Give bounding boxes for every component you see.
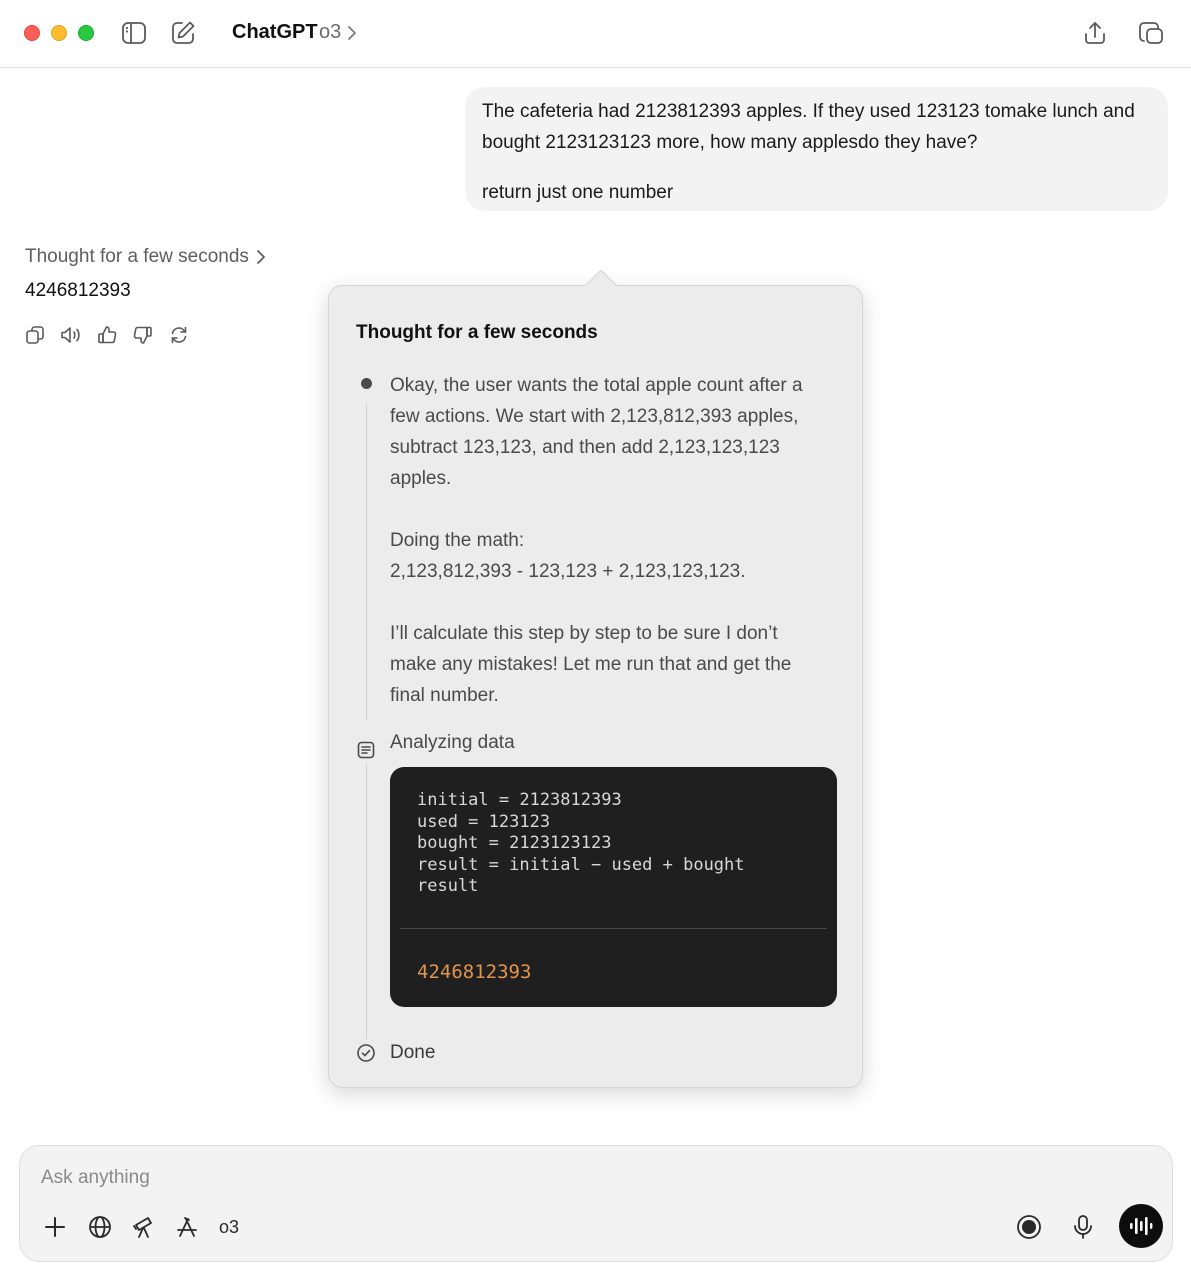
document-icon bbox=[356, 740, 376, 760]
thought-toggle[interactable] bbox=[25, 246, 267, 268]
thumbs-down-icon[interactable] bbox=[132, 324, 154, 346]
thought-line: subtract 123,123, and then add 2,123,123,123 bbox=[390, 437, 780, 458]
popover-title: Thought for a few seconds bbox=[356, 322, 598, 343]
timeline-line bbox=[366, 404, 367, 720]
code-line: used = 123123 bbox=[417, 811, 551, 832]
user-message bbox=[465, 87, 1168, 211]
tools-icon[interactable] bbox=[173, 1213, 201, 1241]
sidebar-toggle-icon[interactable] bbox=[120, 19, 148, 47]
microphone-icon[interactable] bbox=[1069, 1213, 1097, 1241]
code-line: initial = 2123812393 bbox=[417, 790, 622, 810]
globe-icon[interactable] bbox=[86, 1213, 114, 1241]
share-icon[interactable] bbox=[1081, 19, 1109, 47]
thought-line: 2,123,812,393 - 123,123 + 2,123,123,123. bbox=[390, 561, 746, 582]
window-close-button[interactable] bbox=[24, 25, 40, 41]
bullet-dot bbox=[361, 378, 372, 389]
app-title[interactable]: ChatGPT bbox=[232, 21, 318, 43]
message-input[interactable] bbox=[41, 1166, 941, 1190]
thought-line: final number. bbox=[390, 685, 499, 706]
message-actions bbox=[24, 324, 190, 346]
code-block bbox=[390, 767, 837, 1007]
popover-arrow bbox=[584, 270, 618, 287]
plus-icon[interactable] bbox=[41, 1213, 69, 1241]
code-line: bought = 2123123123 bbox=[417, 833, 612, 853]
assistant-answer: 4246812393 bbox=[25, 280, 131, 301]
code-line: result = initial − used + bought bbox=[417, 854, 745, 875]
composer bbox=[19, 1145, 1173, 1262]
voice-mode-icon[interactable] bbox=[1119, 1204, 1163, 1248]
code-divider bbox=[400, 928, 827, 929]
copy-icon[interactable] bbox=[24, 324, 46, 346]
read-aloud-icon[interactable] bbox=[60, 324, 82, 346]
telescope-icon[interactable] bbox=[130, 1213, 158, 1241]
thought-toggle-label: Thought for a few seconds bbox=[25, 246, 249, 267]
thought-line: make any mistakes! Let me run that and get the bbox=[390, 654, 792, 675]
user-message-line: The cafeteria had 2123812393 apples. If they used 123123 tomake lunch and bbox=[482, 101, 1135, 122]
check-circle-icon bbox=[356, 1043, 376, 1063]
thought-line: I’ll calculate this step by step to be sure I don’t bbox=[390, 623, 778, 644]
done-label: Done bbox=[390, 1042, 436, 1063]
chevron-right-icon[interactable] bbox=[344, 24, 360, 42]
thought-line: Doing the math: bbox=[390, 530, 525, 551]
step-label: Analyzing data bbox=[390, 732, 515, 753]
timeline-line bbox=[366, 764, 367, 1039]
thought-line: apples. bbox=[390, 468, 452, 489]
popout-window-icon[interactable] bbox=[1137, 19, 1165, 47]
thought-text bbox=[390, 370, 830, 711]
thought-popover bbox=[328, 285, 863, 1088]
user-message-line: bought 2123123123 more, how many applesdo they have? bbox=[482, 132, 978, 153]
chevron-right-icon bbox=[255, 249, 267, 265]
thought-line: Okay, the user wants the total apple count after a bbox=[390, 375, 803, 396]
record-icon[interactable] bbox=[1015, 1213, 1043, 1241]
code-lines bbox=[417, 790, 745, 898]
model-chip[interactable]: o3 bbox=[219, 1217, 240, 1237]
window-maximize-button[interactable] bbox=[78, 25, 94, 41]
code-line: result bbox=[417, 876, 479, 896]
title-bar bbox=[0, 0, 1191, 68]
regenerate-icon[interactable] bbox=[168, 324, 190, 346]
code-output: 4246812393 bbox=[417, 961, 532, 983]
thumbs-up-icon[interactable] bbox=[96, 324, 118, 346]
window-minimize-button[interactable] bbox=[51, 25, 67, 41]
new-chat-icon[interactable] bbox=[169, 19, 197, 47]
model-selector[interactable]: o3 bbox=[319, 21, 342, 43]
thought-line: few actions. We start with 2,123,812,393 apples, bbox=[390, 406, 799, 427]
user-message-line: return just one number bbox=[482, 182, 674, 203]
